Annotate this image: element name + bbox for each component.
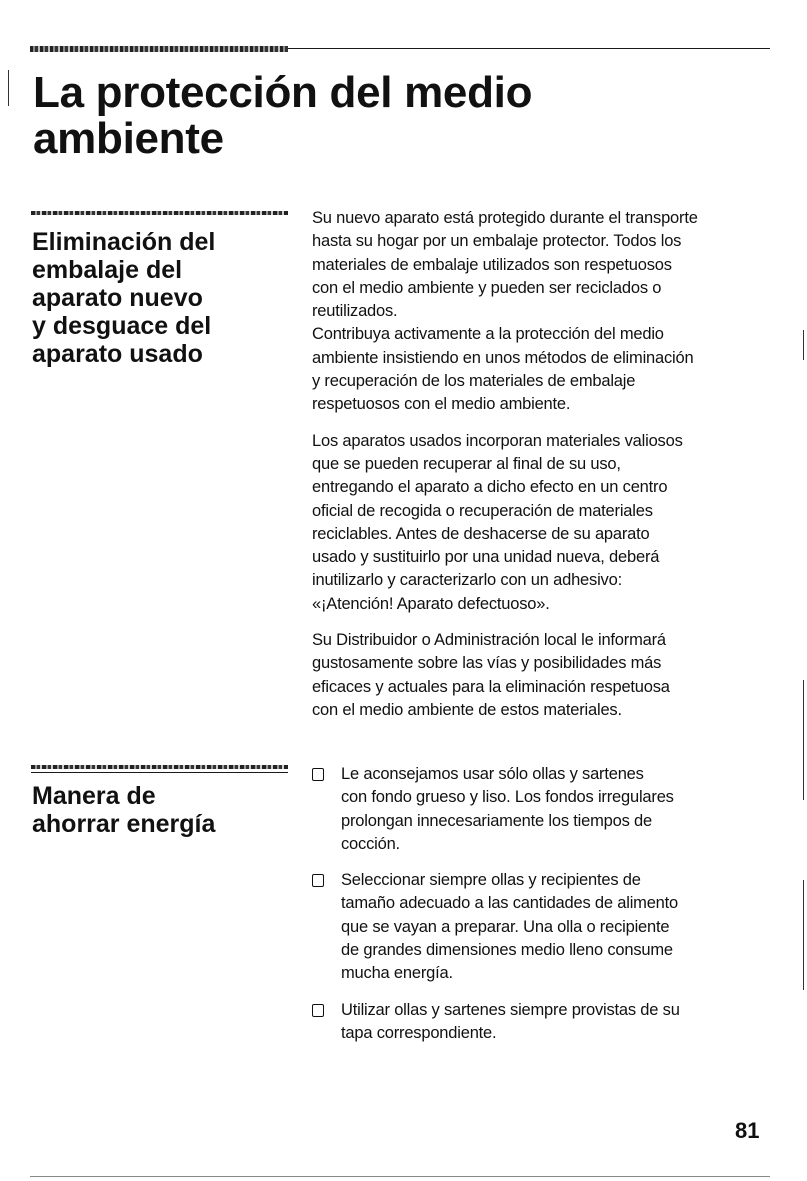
right-margin-mark [803,330,804,360]
list-item [312,763,772,856]
checkbox-bullet-icon [312,874,324,887]
text-line: Su nuevo aparato está protegido durante el transporte [312,209,698,227]
text-line: ambiente insistiendo en unos métodos de eliminación [312,348,694,367]
text-line: y recuperación de los materiales de embalaje [312,372,636,391]
right-margin-mark [803,880,804,990]
paragraph-packaging [312,207,772,417]
text-line: materiales de embalaje utilizados son respetuosos [312,255,672,274]
bottom-rule [30,1176,770,1177]
text-line: tapa correspondiente. [341,1023,497,1042]
section2-heading-bar [31,765,288,769]
text-line: con el medio ambiente y pueden ser reciclados o [312,278,662,297]
text-line: Utilizar ollas y sartenes siempre provistas de su [341,1000,680,1019]
text-line: prolongan innecesariamente los tiempos de [341,811,652,830]
text-line: que se pueden recuperar al final de su uso, [312,454,621,473]
text-line: gustosamente sobre las vías y posibilidades más [312,654,662,673]
text-line: que se vayan a preparar. Una olla o recipiente [341,917,670,936]
section1-heading-line: aparato usado [32,340,203,368]
section1-body [312,207,772,722]
text-line: Los aparatos usados incorporan materiales valiosos [312,431,683,450]
list-item [312,999,772,1046]
page-title [33,70,653,162]
title-accent-bar [30,46,288,52]
text-line: «¡Atención! Aparato defectuoso». [312,594,550,613]
section1-heading-line: aparato nuevo [32,284,203,312]
text-line: entregando el aparato a dicho efecto en un centro [312,478,668,497]
text-line: oficial de recogida o recuperación de materiales [312,501,653,520]
section1-heading [32,228,292,368]
text-line: usado y sustituirlo por una unidad nueva, deberá [312,548,660,567]
checkbox-bullet-icon [312,1004,324,1017]
section1-heading-bar [31,211,288,215]
text-line: tamaño adecuado a las cantidades de alimento [341,894,679,913]
text-line: inutilizarlo y caracterizarlo con un adhesivo: [312,571,622,590]
right-margin-mark [803,680,804,800]
text-line: Contribuya activamente a la protección del medio [312,325,664,344]
text-line: con el medio ambiente de estos materiales. [312,700,622,719]
text-line: respetuosos con el medio ambiente. [312,395,571,414]
text-line: Le aconsejamos usar sólo ollas y sartenes [341,765,644,783]
paragraph-old-appliances [312,430,772,616]
text-line: hasta su hogar por un embalaje protector. Todos los [312,232,682,251]
page-number: 81 [735,1118,760,1143]
left-margin-mark [8,70,9,106]
page-title-line-1: La protección del medio [33,68,533,117]
section1-heading-line: embalaje del [32,256,183,284]
text-line: Su Distribuidor o Administración local le informará [312,631,666,650]
text-line: con fondo grueso y liso. Los fondos irregulares [341,788,674,807]
text-line: reutilizados. [312,302,398,321]
section1-heading-line: y desguace del [32,312,212,340]
energy-tips-list [312,763,772,1058]
section2-heading-line: ahorrar energía [32,810,216,838]
section2-heading [32,782,292,838]
text-line: mucha energía. [341,964,453,983]
text-line: eficaces y actuales para la eliminación respetuosa [312,677,670,696]
section1-heading-line: Eliminación del [32,228,216,256]
section2-heading-rule [31,772,288,773]
section2-heading-line: Manera de [32,782,156,810]
checkbox-bullet-icon [312,768,324,781]
text-line: cocción. [341,834,400,853]
paragraph-distributor [312,629,772,722]
text-line: reciclables. Antes de deshacerse de su aparato [312,524,650,543]
page-title-line-2: ambiente [33,114,224,163]
text-line: Seleccionar siempre ollas y recipientes de [341,871,641,890]
list-item [312,869,772,985]
text-line: de grandes dimensiones medio lleno consume [341,941,673,960]
